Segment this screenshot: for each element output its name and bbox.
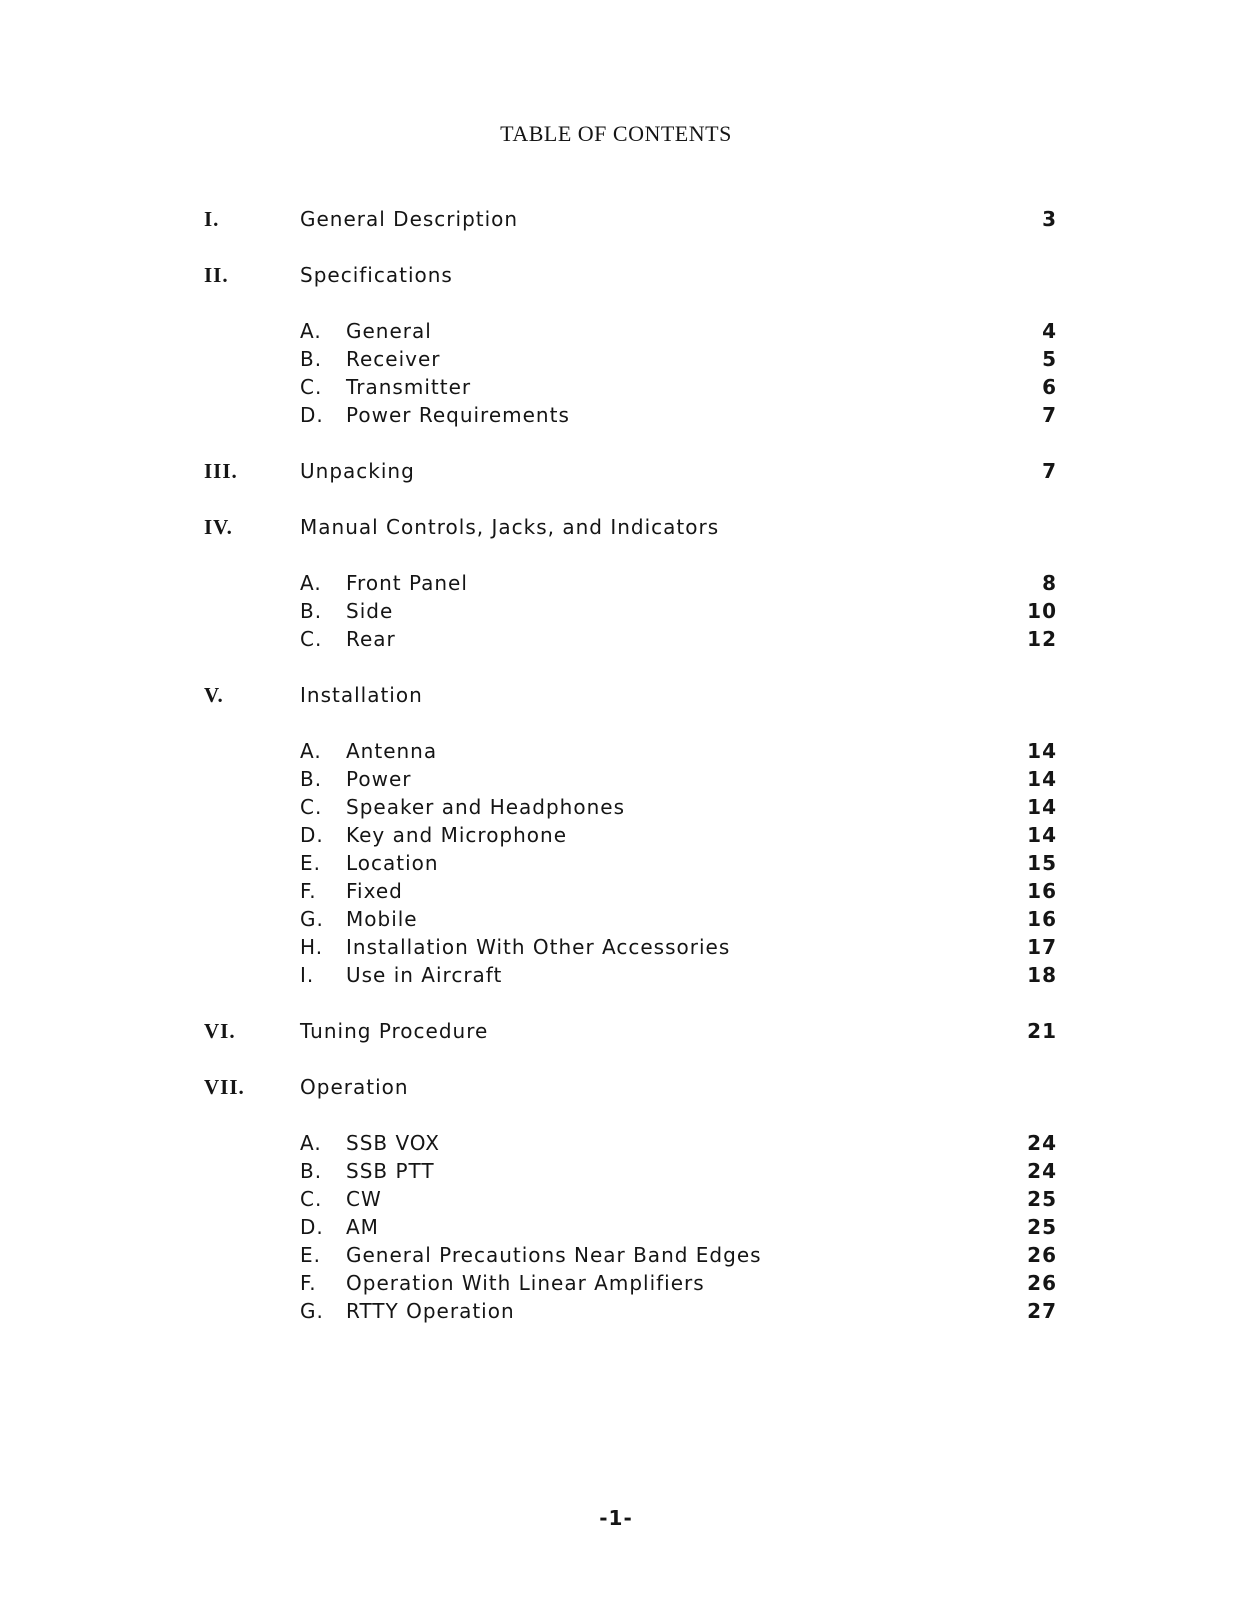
subsection-letter: A. xyxy=(300,1131,322,1155)
subsection-letter: F. xyxy=(300,1271,317,1295)
subsection-title: Speaker and Headphones xyxy=(346,795,625,819)
subsection-title: Power Requirements xyxy=(346,403,570,427)
subsection-page: 14 xyxy=(1027,795,1057,819)
subsection-title: Antenna xyxy=(346,739,438,763)
subsection-letter: B. xyxy=(300,347,323,371)
subsection-title: Installation With Other Accessories xyxy=(346,935,731,959)
section-title: Operation xyxy=(300,1075,409,1099)
subsection-letter: I. xyxy=(300,963,315,987)
subsection-letter: D. xyxy=(300,403,324,427)
section-number: V. xyxy=(204,683,224,707)
subsection-title: Front Panel xyxy=(346,571,468,595)
subsection-letter: A. xyxy=(300,319,322,343)
section-title: General Description xyxy=(300,207,519,231)
subsection-page: 25 xyxy=(1027,1187,1057,1211)
subsection-letter: B. xyxy=(300,767,323,791)
subsection-title: Location xyxy=(346,851,439,875)
subsection-page: 15 xyxy=(1027,851,1057,875)
subsection-title: Fixed xyxy=(346,879,403,903)
section-page: 21 xyxy=(1027,1019,1057,1043)
subsection-letter: C. xyxy=(300,627,323,651)
subsection-page: 7 xyxy=(1042,403,1057,427)
section-number: I. xyxy=(204,207,220,231)
subsection-title: General xyxy=(346,319,432,343)
subsection-title: General Precautions Near Band Edges xyxy=(346,1243,762,1267)
subsection-title: Rear xyxy=(346,627,396,651)
subsection-title: SSB VOX xyxy=(346,1131,440,1155)
page-number: -1- xyxy=(599,1506,633,1530)
subsection-page: 24 xyxy=(1027,1131,1057,1155)
subsection-letter: G. xyxy=(300,1299,324,1323)
subsection-page: 16 xyxy=(1027,879,1057,903)
section-number: IV. xyxy=(204,515,233,539)
subsection-page: 10 xyxy=(1027,599,1057,623)
section-title: Manual Controls, Jacks, and Indicators xyxy=(300,515,720,539)
subsection-title: Transmitter xyxy=(346,375,472,399)
subsection-letter: E. xyxy=(300,1243,321,1267)
section-title: Unpacking xyxy=(300,459,415,483)
section-number: VI. xyxy=(204,1019,236,1043)
section-number: VII. xyxy=(204,1075,245,1099)
subsection-page: 18 xyxy=(1027,963,1057,987)
subsection-letter: B. xyxy=(300,1159,323,1183)
subsection-letter: D. xyxy=(300,823,324,847)
subsection-page: 6 xyxy=(1042,375,1057,399)
subsection-letter: C. xyxy=(300,1187,323,1211)
subsection-page: 26 xyxy=(1027,1243,1057,1267)
subsection-page: 4 xyxy=(1042,319,1057,343)
subsection-page: 16 xyxy=(1027,907,1057,931)
subsection-page: 12 xyxy=(1027,627,1057,651)
section-page: 3 xyxy=(1042,207,1057,231)
subsection-page: 26 xyxy=(1027,1271,1057,1295)
subsection-title: Key and Microphone xyxy=(346,823,568,847)
section-number: II. xyxy=(204,263,229,287)
section-page: 7 xyxy=(1042,459,1057,483)
subsection-page: 24 xyxy=(1027,1159,1057,1183)
subsection-letter: E. xyxy=(300,851,321,875)
subsection-title: Side xyxy=(346,599,394,623)
subsection-letter: A. xyxy=(300,571,322,595)
page-title: TABLE OF CONTENTS xyxy=(500,121,732,146)
subsection-page: 14 xyxy=(1027,739,1057,763)
subsection-page: 14 xyxy=(1027,823,1057,847)
subsection-title: Operation With Linear Amplifiers xyxy=(346,1271,705,1295)
subsection-letter: A. xyxy=(300,739,322,763)
subsection-title: CW xyxy=(346,1187,382,1211)
subsection-page: 14 xyxy=(1027,767,1057,791)
subsection-title: SSB PTT xyxy=(346,1159,435,1183)
subsection-letter: C. xyxy=(300,795,323,819)
subsection-title: Use in Aircraft xyxy=(346,963,503,987)
subsection-title: Receiver xyxy=(346,347,441,371)
subsection-page: 5 xyxy=(1042,347,1057,371)
subsection-page: 8 xyxy=(1042,571,1057,595)
subsection-title: Power xyxy=(346,767,412,791)
section-title: Specifications xyxy=(300,263,453,287)
section-title: Installation xyxy=(300,683,423,707)
subsection-letter: D. xyxy=(300,1215,324,1239)
subsection-title: Mobile xyxy=(346,907,418,931)
subsection-letter: H. xyxy=(300,935,324,959)
section-title: Tuning Procedure xyxy=(300,1019,489,1043)
subsection-page: 17 xyxy=(1027,935,1057,959)
subsection-letter: C. xyxy=(300,375,323,399)
subsection-letter: G. xyxy=(300,907,324,931)
section-number: III. xyxy=(204,459,238,483)
subsection-letter: B. xyxy=(300,599,323,623)
subsection-title: RTTY Operation xyxy=(346,1299,515,1323)
subsection-page: 27 xyxy=(1027,1299,1057,1323)
subsection-title: AM xyxy=(346,1215,379,1239)
subsection-page: 25 xyxy=(1027,1215,1057,1239)
subsection-letter: F. xyxy=(300,879,317,903)
